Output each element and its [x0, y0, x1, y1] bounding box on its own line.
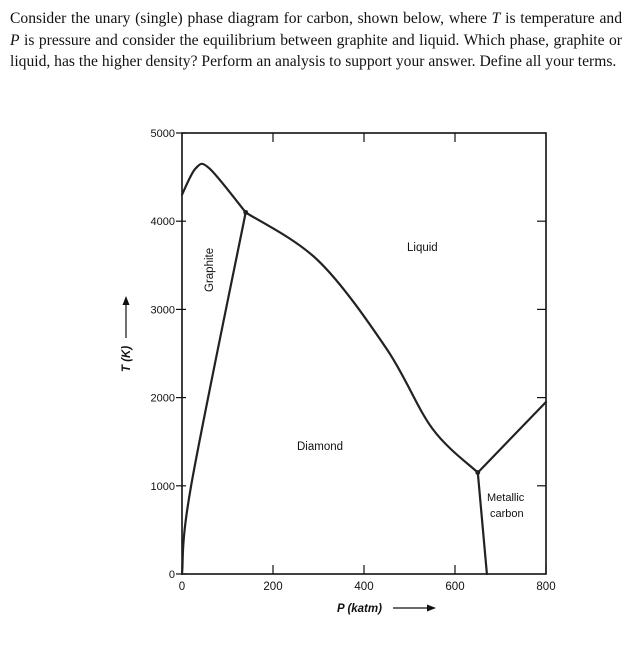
triple-points [243, 210, 480, 475]
question-part-2: is temperature and [500, 10, 622, 27]
y-axis-label: T (K) [121, 345, 133, 372]
question-part-1: Consider the unary (single) phase diagram for carbon, shown below, where [10, 10, 492, 27]
region-label-graphite: Graphite [204, 247, 216, 292]
x-axis-ticks [179, 133, 556, 593]
y-tick-label-1000: 1000 [150, 480, 175, 493]
diamond-metallic-curve [478, 473, 487, 574]
x-tick-label-400: 400 [354, 581, 374, 593]
y-tick-label-4000: 4000 [150, 216, 175, 229]
region-label-carbon: carbon [490, 508, 524, 520]
x-tick-label-600: 600 [445, 581, 465, 593]
y-axis-arrow-head [123, 296, 130, 305]
y-tick-label-5000: 5000 [150, 128, 175, 140]
diamond-liquid-curve [246, 212, 478, 472]
y-axis-ticks [151, 128, 546, 581]
x-tick-label-800: 800 [536, 581, 556, 593]
region-label-liquid: Liquid [407, 242, 438, 254]
liquid-metallic-curve [478, 402, 546, 473]
y-tick-label-3000: 3000 [150, 304, 175, 317]
variable-t: T [491, 10, 501, 27]
triple-point-1 [243, 210, 248, 215]
x-tick-label-200: 200 [263, 581, 283, 593]
region-label-diamond: Diamond [297, 441, 344, 453]
y-tick-label-0: 0 [168, 569, 175, 581]
y-tick-label-2000: 2000 [150, 392, 175, 405]
question-part-3: is pressure and consider the equilibrium between graphite and liquid. Which phase, graphite or liquid, has the higher density? Perform an analysis to support your answer. Define all your terms. [10, 31, 622, 70]
x-axis-arrow-head [427, 605, 436, 612]
x-tick-label-0: 0 [178, 581, 186, 593]
triple-point-2 [475, 470, 480, 475]
variable-p: P [10, 31, 20, 49]
x-axis-label: P (katm) [337, 603, 382, 615]
graphite-liquid-curve [182, 164, 246, 213]
region-label-metallic: Metallic [487, 492, 525, 504]
